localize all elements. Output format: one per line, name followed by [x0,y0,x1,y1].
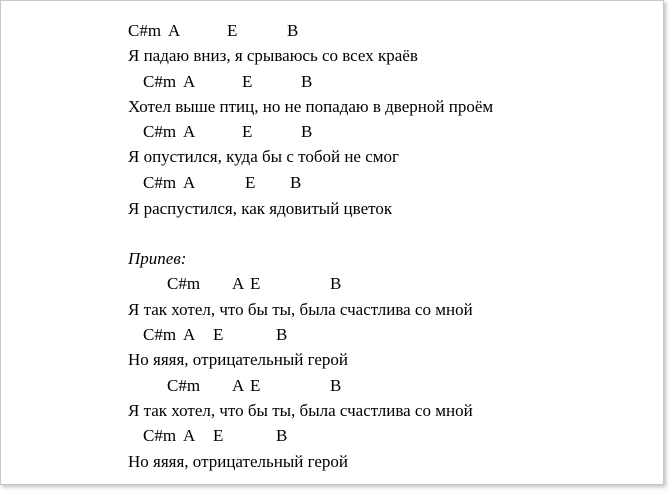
lyric-line: Я так хотел, что бы ты, была счастлива со мной [128,401,473,420]
lyric-line: Я опустился, куда бы с тобой не смог [128,147,399,166]
chord: A [183,72,196,91]
chord: E [245,173,256,192]
chord: C#m [167,376,201,395]
chord: A [183,325,196,344]
chord: C#m [143,426,177,445]
chord: C#m [143,122,177,141]
chord: B [301,72,313,91]
lyric-line: Но яяяя, отрицательный герой [128,452,348,471]
chord: E [242,122,253,141]
chord: E [250,274,261,293]
chord: A [183,426,196,445]
chord: B [276,325,288,344]
chord: E [213,325,224,344]
lyric-line: Я падаю вниз, я срываюсь со всех краёв [128,46,418,65]
chord: B [290,173,302,192]
chord: B [330,376,342,395]
chord: E [213,426,224,445]
chord: C#m [143,325,177,344]
lyric-line: Но яяяя, отрицательный герой [128,350,348,369]
chord: A [168,21,181,40]
chord: E [250,376,261,395]
chord: C#m [128,21,162,40]
chord: C#m [143,173,177,192]
chord: E [242,72,253,91]
chord: A [183,122,196,141]
chord: A [232,274,245,293]
chord: B [276,426,288,445]
chord: B [330,274,342,293]
chord: B [301,122,313,141]
lyric-line: Я распустился, как ядовитый цветок [128,199,393,218]
chord: A [183,173,196,192]
chorus-heading: Припев: [128,249,187,268]
chord: C#m [167,274,201,293]
chord: C#m [143,72,177,91]
lyric-line: Хотел выше птиц, но не попадаю в дверной проём [128,97,494,116]
chord: B [287,21,299,40]
chord: A [232,376,245,395]
chord: E [227,21,238,40]
lyric-line: Я так хотел, что бы ты, была счастлива со мной [128,300,473,319]
